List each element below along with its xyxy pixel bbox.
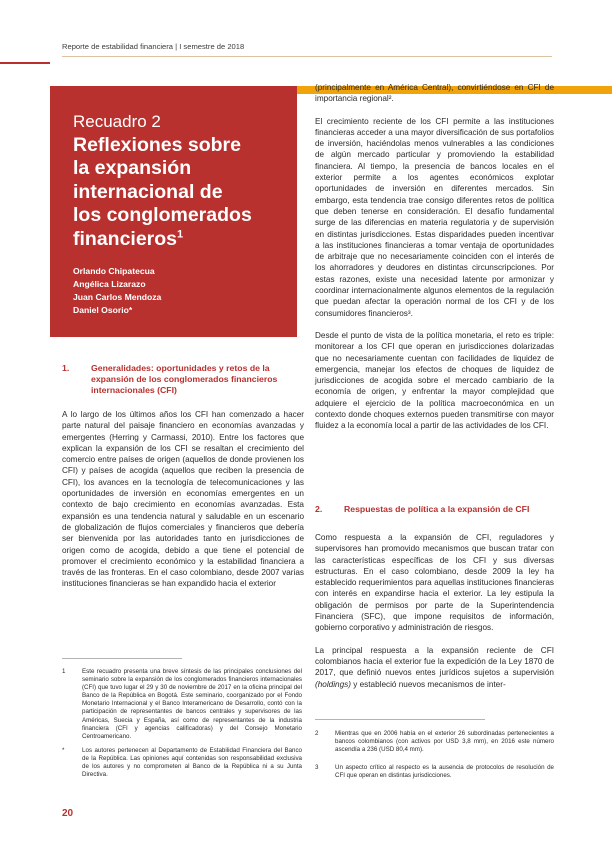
authors-list (73, 265, 287, 317)
footnote-text: Este recuadro presenta una breve síntesis de las principales conclusiones del seminario sobre la expansión de los conglomerados financieros internacionales (CFI) que tuvo lugar el 29 y 30 de noviembre de 2017 en la oficina principal del Banco de la República en Bogotá. Este seminario, coorganizado por el Fondo Monetario Internacional y el Banco Interamericano de Desarrollo, contó con la participación de representantes de bancos centrales y supervisores de las Américas, Suecia y España, así como de representantes de la industria financiera (CFI y agencias calificadoras) y del Consejo Monetario Centroamericano. (82, 668, 302, 740)
footnote-mark: 1 (177, 228, 184, 241)
body-paragraph: El crecimiento reciente de los CFI permite a las instituciones financieras acceder a una mayor diversificación de sus portafolios de inversión, haciéndolas menos vulnerables a las condiciones de algún mercado particular y promoviendo la estabilidad financiera. Al tiempo, la presencia de bancos locales en el exterior permite a los agentes económicos explotar oportunidades de inversión en diferentes mercados. Sin embargo, esta tendencia trae consigo diferentes retos de política que deben tenerse en consideración. El desafío fundamental surge de las diferencias en materia regulatoria y de supervisión en distintas jurisdicciones. Estas disparidades pueden incentivar a las instituciones financieras a tomar ventaja de oportunidades de arbitraje que no necesariamente coinciden con el interés de los ahorradores y deudores en distintas circunscripciones. Por estas razones, existe una necesidad latente por armonizar y coordinar internacionalmente algunos elementos de la regulación que puedan afectar la operación normal de los CFI y de los consumidores financieros³. (315, 116, 554, 318)
section-heading-2 (315, 504, 554, 516)
section-number: 2. (315, 504, 323, 514)
box-title (73, 134, 287, 251)
footnote-text: Mientras que en 2006 había en el exterior 26 subordinadas pertenecientes a bancos colombianos (con activos por USD 3,8 mm), en 2016 este número ascendía a 236 (USD 80,4 mm). (335, 730, 554, 754)
body-paragraph: (principalmente en América Central), convirtiéndose en CFI de importancia regional². (315, 83, 554, 104)
box-title-line: la expansión (73, 157, 192, 180)
author-name: Juan Carlos Mendoza (73, 292, 162, 303)
box-title-line: financieros (73, 227, 178, 250)
body-text: La principal respuesta a la expansión reciente de CFI colombianos hacia el exterior fue la expedición de la Ley 1870 de 2017, que definió nuevos entes jurídicos sujetos a supervisión (315, 645, 554, 678)
footnote-divider (62, 658, 182, 659)
section-title: Generalidades: oportunidades y retos de la expansión de los conglomerados financieros internacionales (CFI) (91, 363, 278, 395)
body-paragraph: A lo largo de los últimos años los CFI han comenzado a hacer parte natural del paisaje financiero en economías avanzadas y emergentes (Herring y Carmassi, 2010). Entre los factores que explican la expansión de los CFI se resaltan el crecimiento del comercio entre países de origen (aquellos de donde provienen los CFI) y países de acogida (aquellos que reciben la presencia de CFI), los avances en la tecnología de telecomunicaciones y las oportunidades de inversión en economías emergentes en un contexto de bajo crecimiento en economías avanzadas. Esta expansión es una tendencia natural y saludable en un escenario de globalización de flujos comerciales y financieros que debería ser bienvenida por las autoridades tanto en jurisdicciones de origen como de acogida, debido a que tiene el potencial de promover el crecimiento económico y la estabilidad financiera a través de las fronteras. En el caso colombiano, desde 2007 varias instituciones financieras se han expandido hacia el exterior (62, 410, 304, 589)
box-kicker: Recuadro 2 (73, 112, 161, 131)
section-heading-1 (62, 363, 304, 399)
body-paragraph (315, 645, 554, 690)
author-name: Angélica Lizarazo (73, 279, 146, 290)
page-number: 20 (62, 808, 74, 819)
box-title-line: internacional de (73, 180, 223, 203)
footnote-divider (315, 719, 485, 720)
body-column-left (62, 409, 304, 590)
italic-term: (holdings) (315, 679, 351, 689)
box-title-line: los conglomerados (73, 204, 252, 227)
body-paragraph: Como respuesta a la expansión de CFI, reguladores y supervisores han promovido mecanismos que buscan tratar con las características específicas de los CFI y sus diversas estructuras. En el caso colombiano, desde 2009 la ley ha establecido requerimientos para aquellas instituciones financieras con interés en expandirse hacia el exterior. La ley estipula la obligación de permisos por parte de la Superintendencia Financiera (SFC), que impone requisitos de información, gobierno corporativo y administración de riesgos. (315, 533, 554, 633)
box-title-panel (50, 86, 297, 337)
author-name: Daniel Osorio* (73, 305, 133, 316)
running-header: Reporte de estabilidad financiera | I semestre de 2018 (62, 42, 245, 51)
footnote-text: Los autores pertenecen al Departamento de Estabilidad Financiera del Banco de la República. Las opiniones aquí contenidas son responsabilidad exclusiva de los autores y no comprometen al Banco de la República ni a su Junta Directiva. (82, 747, 302, 779)
body-text: y estableció nuevos mecanismos de inter- (350, 679, 506, 689)
box-title-line-last (73, 228, 287, 251)
header-rule (62, 56, 552, 57)
footnote-mark: 1 (62, 668, 66, 675)
body-column-right-lower (315, 532, 554, 690)
footnote-mark: 3 (315, 764, 319, 771)
footnote-mark: * (62, 747, 65, 754)
accent-rule (0, 62, 50, 64)
box-title-line: Reflexiones sobre (73, 134, 241, 156)
author-name: Orlando Chipatecua (73, 266, 155, 277)
footnote-mark: 2 (315, 730, 319, 737)
section-number: 1. (62, 363, 70, 373)
body-paragraph: Desde el punto de vista de la política monetaria, el reto es triple: monitorear a los CFI que operan en jurisdicciones dolarizadas que no necesariamente cuentan con facilidades de liquidez de emergencia, manejar los efectos de choques de liquidez de jurisdicciones de acogida sobre el mercado cambiario de la economía de origen, y enfrentar la mayor complejidad que adquiere el ejercicio de la política macroeconómica en un contexto donde choques externos pueden transmitirse con mayor fluidez a la economía local a partir de las actividades de los CFI. (315, 330, 554, 431)
footnote-text: Un aspecto crítico al respecto es la ausencia de protocolos de resolución de CFI que operan en distintas jurisdicciones. (335, 764, 554, 780)
section-title: Respuestas de política a la expansión de CFI (344, 504, 530, 514)
body-column-right (315, 82, 554, 432)
